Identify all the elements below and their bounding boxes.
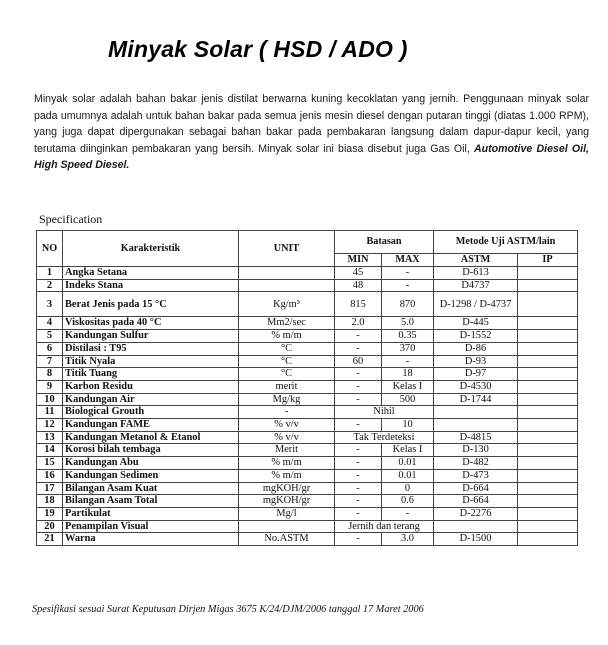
header-karakteristik: Karakteristik (63, 231, 239, 267)
row-min: - (335, 368, 382, 381)
row-max: 0.6 (382, 495, 434, 508)
row-no: 16 (37, 469, 63, 482)
row-name: Warna (63, 533, 239, 546)
row-astm: D-1552 (434, 330, 518, 343)
row-unit: No.ASTM (239, 533, 335, 546)
row-no: 15 (37, 457, 63, 470)
row-max: 10 (382, 419, 434, 432)
row-max: - (382, 507, 434, 520)
row-unit (239, 267, 335, 280)
row-min: - (335, 507, 382, 520)
table-row (37, 406, 578, 419)
row-unit: Mm2/sec (239, 317, 335, 330)
row-min: 815 (335, 292, 382, 317)
row-no: 11 (37, 406, 63, 419)
row-name: Bilangan Asam Total (63, 495, 239, 508)
row-name: Kandungan Metanol & Etanol (63, 431, 239, 444)
row-unit: % m/m (239, 469, 335, 482)
row-no: 4 (37, 317, 63, 330)
row-max: 3.0 (382, 533, 434, 546)
header-ip: IP (518, 254, 578, 267)
row-no: 20 (37, 520, 63, 533)
row-ip (518, 279, 578, 292)
row-unit: % m/m (239, 330, 335, 343)
row-name: Viskositas pada 40 °C (63, 317, 239, 330)
row-name: Korosi bilah tembaga (63, 444, 239, 457)
row-batasan-merged: Tak Terdeteksi (335, 431, 434, 444)
row-min: - (335, 495, 382, 508)
row-name: Titik Nyala (63, 355, 239, 368)
row-unit: merit (239, 380, 335, 393)
row-unit: % m/m (239, 457, 335, 470)
specification-table (36, 230, 578, 546)
header-min: MIN (335, 254, 382, 267)
row-min: 45 (335, 267, 382, 280)
row-astm: D-445 (434, 317, 518, 330)
row-no: 18 (37, 495, 63, 508)
table-row (37, 355, 578, 368)
table-row (37, 507, 578, 520)
row-astm: D-613 (434, 267, 518, 280)
row-astm: D-86 (434, 342, 518, 355)
row-name: Kandungan Air (63, 393, 239, 406)
row-name: Biological Grouth (63, 406, 239, 419)
row-max: 500 (382, 393, 434, 406)
row-astm: D-1298 / D-4737 (434, 292, 518, 317)
row-unit: mgKOH/gr (239, 495, 335, 508)
row-no: 3 (37, 292, 63, 317)
row-ip (518, 292, 578, 317)
row-name: Partikulat (63, 507, 239, 520)
row-min: - (335, 444, 382, 457)
row-astm: D-93 (434, 355, 518, 368)
row-min: - (335, 419, 382, 432)
row-max: 0 (382, 482, 434, 495)
row-max: 5.0 (382, 317, 434, 330)
row-name: Titik Tuang (63, 368, 239, 381)
row-astm: D-130 (434, 444, 518, 457)
row-ip (518, 317, 578, 330)
row-astm: D-664 (434, 495, 518, 508)
row-astm: D4737 (434, 279, 518, 292)
row-astm: D-97 (434, 368, 518, 381)
row-no: 6 (37, 342, 63, 355)
table-row (37, 317, 578, 330)
header-max: MAX (382, 254, 434, 267)
row-batasan-merged: Jernih dan terang (335, 520, 434, 533)
row-astm: D-664 (434, 482, 518, 495)
row-no: 19 (37, 507, 63, 520)
row-ip (518, 419, 578, 432)
row-no: 8 (37, 368, 63, 381)
table-row (37, 368, 578, 381)
row-unit: % v/v (239, 419, 335, 432)
row-ip (518, 482, 578, 495)
row-max: 870 (382, 292, 434, 317)
row-no: 7 (37, 355, 63, 368)
header-astm: ASTM (434, 254, 518, 267)
row-name: Indeks Stana (63, 279, 239, 292)
table-row (37, 431, 578, 444)
row-max: 0.01 (382, 469, 434, 482)
row-max: 370 (382, 342, 434, 355)
row-ip (518, 469, 578, 482)
row-ip (518, 457, 578, 470)
row-max: - (382, 355, 434, 368)
row-max: Kelas I (382, 380, 434, 393)
row-max: 18 (382, 368, 434, 381)
row-unit: °C (239, 342, 335, 355)
row-astm (434, 419, 518, 432)
row-name: Kandungan Abu (63, 457, 239, 470)
row-no: 13 (37, 431, 63, 444)
row-astm (434, 520, 518, 533)
table-row (37, 380, 578, 393)
table-row (37, 419, 578, 432)
row-name: Kandungan FAME (63, 419, 239, 432)
row-min: - (335, 330, 382, 343)
row-unit: Kg/m³ (239, 292, 335, 317)
row-min: - (335, 342, 382, 355)
table-row (37, 495, 578, 508)
table-row (37, 342, 578, 355)
row-ip (518, 431, 578, 444)
row-unit (239, 279, 335, 292)
table-row (37, 267, 578, 280)
row-max: 0.35 (382, 330, 434, 343)
row-max: 0.01 (382, 457, 434, 470)
row-unit: Mg/kg (239, 393, 335, 406)
row-unit: - (239, 406, 335, 419)
row-no: 5 (37, 330, 63, 343)
row-min: - (335, 457, 382, 470)
row-name: Berat Jenis pada 15 °C (63, 292, 239, 317)
row-ip (518, 444, 578, 457)
footer-note: Spesifikasi sesuai Surat Keputusan Dirjen Migas 3675 K/24/DJM/2006 tanggal 17 Maret 2006 (32, 604, 424, 615)
row-unit: Mg/l (239, 507, 335, 520)
row-name: Angka Setana (63, 267, 239, 280)
table-row (37, 482, 578, 495)
table-row (37, 444, 578, 457)
row-name: Penampilan Visual (63, 520, 239, 533)
table-row (37, 469, 578, 482)
row-unit: °C (239, 355, 335, 368)
row-min: - (335, 533, 382, 546)
table-row (37, 330, 578, 343)
table-body (37, 267, 578, 546)
row-no: 21 (37, 533, 63, 546)
row-ip (518, 380, 578, 393)
row-astm: D-1500 (434, 533, 518, 546)
row-name: Karbon Residu (63, 380, 239, 393)
table-row (37, 292, 578, 317)
row-max: Kelas I (382, 444, 434, 457)
row-ip (518, 342, 578, 355)
row-unit (239, 520, 335, 533)
row-astm (434, 406, 518, 419)
row-min: 2.0 (335, 317, 382, 330)
row-ip (518, 406, 578, 419)
row-name: Kandungan Sulfur (63, 330, 239, 343)
row-astm: D-4815 (434, 431, 518, 444)
row-min: - (335, 380, 382, 393)
table-row (37, 279, 578, 292)
header-no: NO (37, 231, 63, 267)
header-batasan: Batasan (335, 231, 434, 254)
intro-emphasis: Automotive Diesel Oil, High Speed Diesel. (34, 142, 590, 172)
row-min: - (335, 393, 382, 406)
row-unit: °C (239, 368, 335, 381)
row-batasan-merged: Nihil (335, 406, 434, 419)
row-max: - (382, 267, 434, 280)
row-astm: D-482 (434, 457, 518, 470)
row-no: 12 (37, 419, 63, 432)
row-astm: D-473 (434, 469, 518, 482)
row-min: 60 (335, 355, 382, 368)
row-no: 14 (37, 444, 63, 457)
row-ip (518, 507, 578, 520)
row-max: - (382, 279, 434, 292)
row-ip (518, 495, 578, 508)
row-min: - (335, 469, 382, 482)
row-min: - (335, 482, 382, 495)
row-name: Kandungan Sedimen (63, 469, 239, 482)
row-unit: % v/v (239, 431, 335, 444)
intro-body: Minyak solar adalah bahan bakar jenis distilat berwarna kuning kecoklatan yang jernih. Penggunaan minyak solar pada umumnya adalah untuk bahan bakar pada semua jenis mesin diesel dengan putaran tinggi (diatas 1.000 RPM), yang juga dapat dipergunakan sebagai bahan bakar pada pembakaran langsung dalam dapur-dapur kecil, yang terutama diinginkan pembakaran yang bersih. Minyak solar ini biasa disebut juga Gas Oil, (34, 93, 589, 155)
row-ip (518, 368, 578, 381)
row-no: 1 (37, 267, 63, 280)
row-ip (518, 355, 578, 368)
row-ip (518, 267, 578, 280)
row-unit: mgKOH/gr (239, 482, 335, 495)
table-row (37, 457, 578, 470)
header-unit: UNIT (239, 231, 335, 267)
row-no: 17 (37, 482, 63, 495)
intro-paragraph (34, 91, 589, 174)
table-row (37, 393, 578, 406)
row-astm: D-2276 (434, 507, 518, 520)
page-title: Minyak Solar ( HSD / ADO ) (108, 36, 408, 62)
row-no: 2 (37, 279, 63, 292)
row-ip (518, 330, 578, 343)
row-name: Bilangan Asam Kuat (63, 482, 239, 495)
row-astm: D-1744 (434, 393, 518, 406)
row-no: 9 (37, 380, 63, 393)
row-ip (518, 520, 578, 533)
row-ip (518, 393, 578, 406)
row-no: 10 (37, 393, 63, 406)
row-astm: D-4530 (434, 380, 518, 393)
table-row (37, 533, 578, 546)
header-metode-uji: Metode Uji ASTM/lain (434, 231, 578, 254)
row-ip (518, 533, 578, 546)
row-name: Distilasi : T95 (63, 342, 239, 355)
row-unit: Merit (239, 444, 335, 457)
specification-label: Specification (39, 212, 103, 226)
row-min: 48 (335, 279, 382, 292)
table-row (37, 520, 578, 533)
